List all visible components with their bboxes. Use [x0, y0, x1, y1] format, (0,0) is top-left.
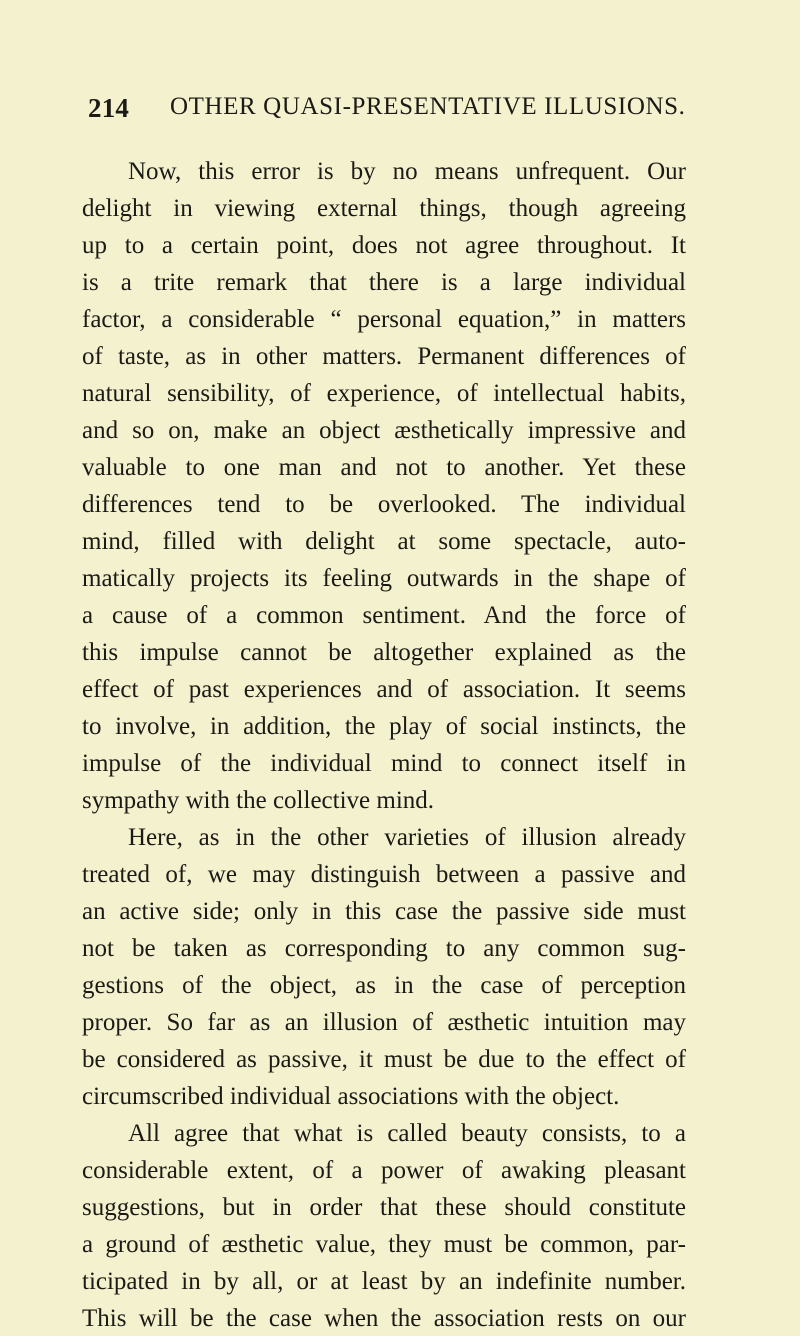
text-line: This will be the case when the association rests on our	[82, 1305, 686, 1332]
text-line: differences tend to be overlooked. The individual	[82, 491, 686, 518]
text-line: effect of past experiences and of association. It seems	[82, 676, 686, 703]
text-line: not be taken as corresponding to any common sug-	[82, 935, 686, 962]
text-line: ticipated in by all, or at least by an indefinite number.	[82, 1268, 686, 1295]
text-line: be considered as passive, it must be due to the effect of	[82, 1046, 686, 1073]
text-line: valuable to one man and not to another. Yet these	[82, 454, 686, 481]
text-line: and so on, make an object æsthetically impressive and	[82, 417, 686, 444]
text-line: factor, a considerable “ personal equation,” in matters	[82, 306, 686, 333]
text-line: proper. So far as an illusion of æsthetic intuition may	[82, 1009, 686, 1036]
page-header	[88, 93, 688, 129]
text-line: is a trite remark that there is a large individual	[82, 269, 686, 296]
text-line: a cause of a common sentiment. And the force of	[82, 602, 686, 629]
text-line: gestions of the object, as in the case of perception	[82, 972, 686, 999]
text-line: up to a certain point, does not agree throughout. It	[82, 232, 686, 259]
text-line: to involve, in addition, the play of social instincts, the	[82, 713, 686, 740]
text-line: matically projects its feeling outwards in the shape of	[82, 565, 686, 592]
text-line: circumscribed individual associations with the object.	[82, 1083, 620, 1110]
text-line: a ground of æsthetic value, they must be common, par-	[82, 1231, 686, 1258]
text-line: delight in viewing external things, though agreeing	[82, 195, 686, 222]
text-line: suggestions, but in order that these should constitute	[82, 1194, 686, 1221]
text-line: this impulse cannot be altogether explained as the	[82, 639, 686, 666]
text-line: sympathy with the collective mind.	[82, 787, 435, 814]
text-line: of taste, as in other matters. Permanent differences of	[82, 343, 686, 370]
text-line: Here, as in the other varieties of illusion already	[128, 824, 686, 851]
text-line: impulse of the individual mind to connect itself in	[82, 750, 686, 777]
page-number: 214	[88, 93, 130, 123]
text-line: All agree that what is called beauty consists, to a	[128, 1120, 686, 1147]
text-line: mind, filled with delight at some spectacle, auto-	[82, 528, 686, 555]
text-line: natural sensibility, of experience, of intellectual habits,	[82, 380, 686, 407]
text-line: treated of, we may distinguish between a passive and	[82, 861, 686, 888]
text-line: considerable extent, of a power of awaking pleasant	[82, 1157, 686, 1184]
text-line: Now, this error is by no means unfrequent. Our	[128, 158, 686, 185]
text-line: an active side; only in this case the passive side must	[82, 898, 686, 925]
running-title: OTHER QUASI-PRESENTATIVE ILLUSIONS.	[170, 93, 686, 120]
